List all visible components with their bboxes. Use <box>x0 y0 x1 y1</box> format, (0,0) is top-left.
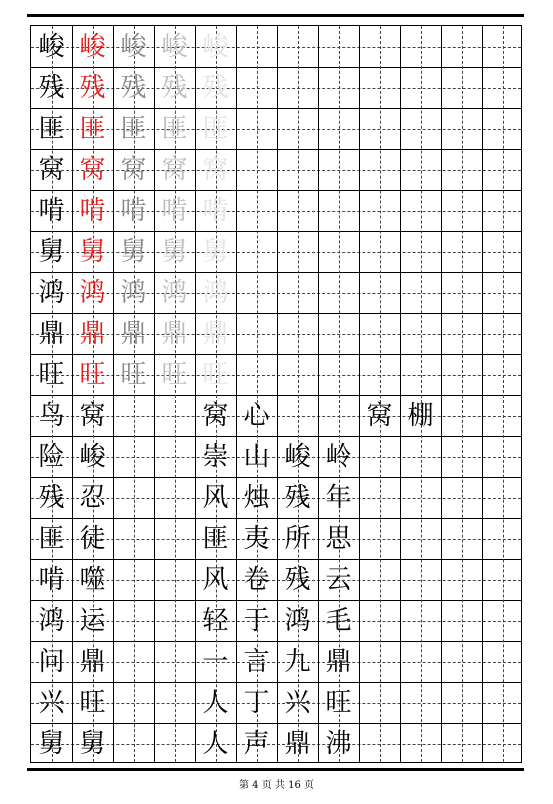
trace-char: 啃 <box>202 195 229 226</box>
vocab-char: 忍 <box>79 482 106 513</box>
model-char: 匪 <box>38 113 65 144</box>
trace-char: 鼎 <box>202 318 229 349</box>
trace-char: 旺 <box>120 359 147 390</box>
vocab-char: 九 <box>284 646 311 677</box>
model-char: 峻 <box>38 31 65 62</box>
trace-char: 舅 <box>161 236 188 267</box>
tianzige-grid <box>30 25 522 763</box>
vocab-char: 人 <box>202 728 229 759</box>
vocab-char: 烛 <box>243 482 270 513</box>
vocab-char: 兴 <box>284 687 311 718</box>
trace-char: 鸿 <box>202 277 229 308</box>
trace-char: 鸿 <box>120 277 147 308</box>
vocab-char: 夷 <box>243 523 270 554</box>
model-char: 旺 <box>38 359 65 390</box>
trace-char: 残 <box>202 72 229 103</box>
trace-char: 鼎 <box>161 318 188 349</box>
vocab-char: 一 <box>202 646 229 677</box>
red-char: 鸿 <box>79 277 106 308</box>
model-char: 舅 <box>38 236 65 267</box>
vocab-char: 言 <box>243 646 270 677</box>
trace-char: 鸿 <box>161 277 188 308</box>
vocab-char: 匪 <box>38 523 65 554</box>
trace-char: 峻 <box>120 31 147 62</box>
red-char: 残 <box>79 72 106 103</box>
trace-char: 啃 <box>161 195 188 226</box>
trace-char: 舅 <box>202 236 229 267</box>
vocab-char: 年 <box>325 482 352 513</box>
vocab-char: 舅 <box>79 728 106 759</box>
grid-col-guide <box>421 26 422 762</box>
vocab-char: 沸 <box>325 728 352 759</box>
vocab-char: 所 <box>284 523 311 554</box>
trace-char: 鼎 <box>120 318 147 349</box>
vocab-char: 旺 <box>79 687 106 718</box>
vocab-char: 毛 <box>325 605 352 636</box>
vocab-char: 风 <box>202 482 229 513</box>
trace-char: 残 <box>161 72 188 103</box>
vocab-char: 丁 <box>243 687 270 718</box>
grid-col-guide <box>503 26 504 762</box>
grid-col-line <box>359 26 360 762</box>
trace-char: 匪 <box>161 113 188 144</box>
vocab-char: 声 <box>243 728 270 759</box>
vocab-char: 匪 <box>202 523 229 554</box>
red-char: 窝 <box>79 154 106 185</box>
vocab-char: 岭 <box>325 441 352 472</box>
vocab-char: 噬 <box>79 564 106 595</box>
model-char: 残 <box>38 72 65 103</box>
vocab-char: 轻 <box>202 605 229 636</box>
vocab-char: 问 <box>38 646 65 677</box>
vocab-char: 运 <box>79 605 106 636</box>
red-char: 鼎 <box>79 318 106 349</box>
trace-char: 峻 <box>161 31 188 62</box>
trace-char: 峻 <box>202 31 229 62</box>
vocab-char: 残 <box>38 482 65 513</box>
vocab-char: 徒 <box>79 523 106 554</box>
vocab-char: 棚 <box>407 400 434 431</box>
vocab-char: 窝 <box>366 400 393 431</box>
vocab-char: 鸿 <box>284 605 311 636</box>
vocab-char: 旺 <box>325 687 352 718</box>
vocab-char: 啃 <box>38 564 65 595</box>
red-char: 匪 <box>79 113 106 144</box>
grid-col-line <box>400 26 401 762</box>
bottom-rule <box>27 768 524 771</box>
model-char: 啃 <box>38 195 65 226</box>
red-char: 峻 <box>79 31 106 62</box>
model-char: 鸿 <box>38 277 65 308</box>
vocab-char: 崇 <box>202 441 229 472</box>
trace-char: 旺 <box>202 359 229 390</box>
vocab-char: 窝 <box>202 400 229 431</box>
trace-char: 匪 <box>202 113 229 144</box>
vocab-char: 峻 <box>79 441 106 472</box>
vocab-char: 险 <box>38 441 65 472</box>
model-char: 鼎 <box>38 318 65 349</box>
vocab-char: 鸟 <box>38 400 65 431</box>
vocab-char: 心 <box>243 400 270 431</box>
vocab-char: 窝 <box>79 400 106 431</box>
trace-char: 匪 <box>120 113 147 144</box>
red-char: 啃 <box>79 195 106 226</box>
trace-char: 舅 <box>120 236 147 267</box>
grid-col-guide <box>380 26 381 762</box>
trace-char: 窝 <box>161 154 188 185</box>
vocab-char: 于 <box>243 605 270 636</box>
vocab-char: 残 <box>284 564 311 595</box>
red-char: 旺 <box>79 359 106 390</box>
trace-char: 窝 <box>202 154 229 185</box>
grid-col-line <box>482 26 483 762</box>
vocab-char: 思 <box>325 523 352 554</box>
vocab-char: 鼎 <box>325 646 352 677</box>
vocab-char: 残 <box>284 482 311 513</box>
red-char: 舅 <box>79 236 106 267</box>
vocab-char: 人 <box>202 687 229 718</box>
model-char: 窝 <box>38 154 65 185</box>
vocab-char: 鼎 <box>284 728 311 759</box>
vocab-char: 鼎 <box>79 646 106 677</box>
vocab-char: 卷 <box>243 564 270 595</box>
vocab-char: 兴 <box>38 687 65 718</box>
vocab-char: 风 <box>202 564 229 595</box>
vocab-char: 舅 <box>38 728 65 759</box>
trace-char: 旺 <box>161 359 188 390</box>
page-footer: 第 4 页 共 16 页 <box>239 780 314 791</box>
trace-char: 残 <box>120 72 147 103</box>
vocab-char: 峻 <box>284 441 311 472</box>
trace-char: 窝 <box>120 154 147 185</box>
grid-col-line <box>441 26 442 762</box>
top-rule <box>27 14 524 17</box>
vocab-char: 山 <box>243 441 270 472</box>
vocab-char: 鸿 <box>38 605 65 636</box>
grid-col-guide <box>462 26 463 762</box>
trace-char: 啃 <box>120 195 147 226</box>
vocab-char: 云 <box>325 564 352 595</box>
